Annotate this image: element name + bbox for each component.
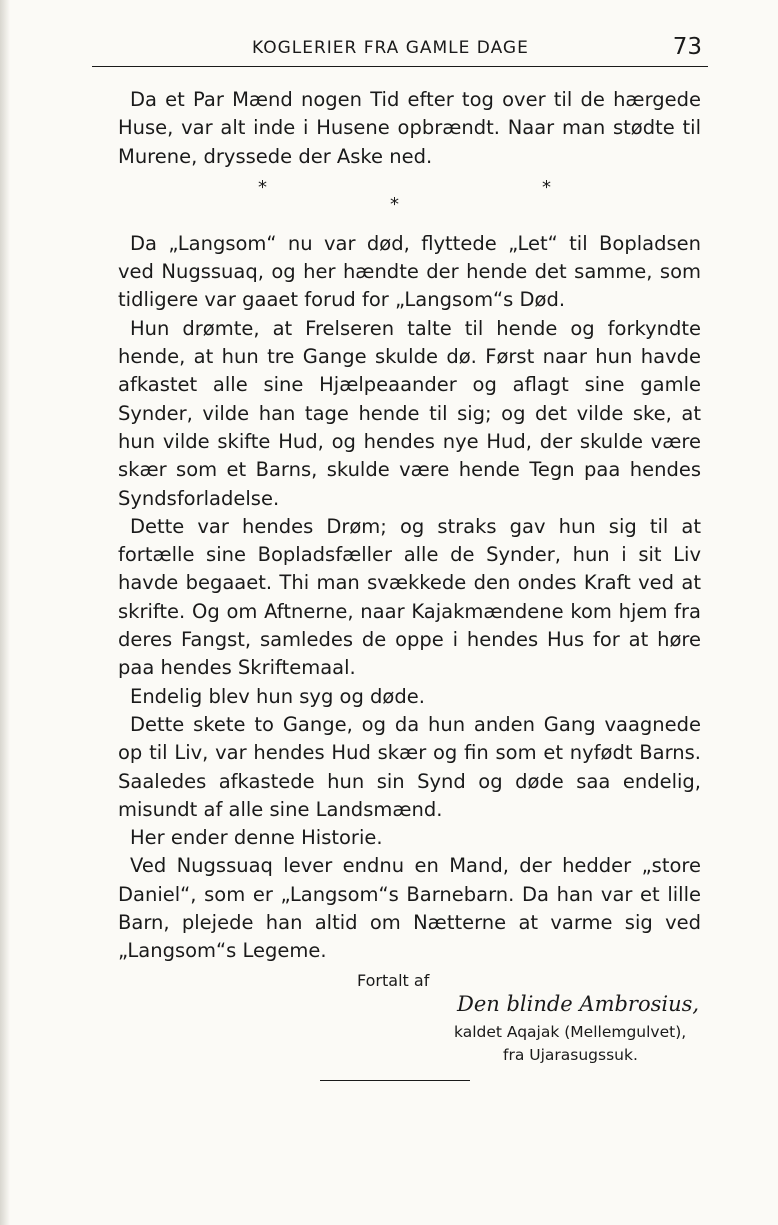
page-edge-shadow <box>0 0 10 1225</box>
narrator-name: Den blinde Ambrosius, <box>457 992 700 1016</box>
paragraph: Dette skete to Gange, og da hun anden Gang vaagnede op til Liv, var hendes Hud skær og fin som et nyfødt Barns. Saaledes afkastede hun sin Synd og døde saa endelig, misundt af alle sine Landsmænd. <box>118 712 701 821</box>
told-by-label: Fortalt af <box>357 971 430 990</box>
section-divider <box>118 174 701 230</box>
narrator-origin: fra Ujarasugssuk. <box>503 1046 638 1064</box>
body-text <box>118 86 701 966</box>
paragraph: Endelig blev hun syg og døde. <box>130 684 425 708</box>
asterisk-divider: * <box>258 176 267 198</box>
paragraph: Da et Par Mænd nogen Tid efter tog over til de hærgede Huse, var alt inde i Husene opbrændt. Naar man stødte til Murene, dryssede der Aske ned. <box>118 88 701 168</box>
running-header <box>92 36 708 67</box>
paragraph: Dette var hendes Drøm; og straks gav hun sig til at fortælle sine Bopladsfæller alle de Synder, hun i sit Liv havde begaaet. Thi man svækkede den ondes Kraft ved at skrifte. Og om Aftnerne, naar Kajakmændene kom hjem fra deres Fangst, samledes de oppe i hendes Hus for at høre paa hendes Skriftemaal. <box>118 514 701 680</box>
paragraph: Her ender denne Historie. <box>130 826 383 850</box>
paragraph: Hun drømte, at Frelseren talte til hende og forkyndte hende, at hun tre Gange skulde dø. Først naar hun havde afkastet alle sine Hjælpeaander og aflagt sine gamle Synder, vilde han tage hende til sig; og det vilde ske, at hun vilde skifte Hud, og hendes nye Hud, der skulde være skær som et Barns, skulde være hende Tegn paa hendes Syndsforladelse. <box>118 316 701 510</box>
page-number: 73 <box>672 34 702 60</box>
running-title: KOGLERIER FRA GAMLE DAGE <box>252 38 529 58</box>
end-rule <box>320 1080 470 1081</box>
asterisk-divider: * <box>390 193 399 215</box>
narrator-nickname: kaldet Aqajak (Mellemgulvet), <box>454 1023 687 1041</box>
paragraph: Ved Nugssuaq lever endnu en Mand, der hedder „store Daniel“, som er „Langsom“s Barnebarn. Da han var et lille Barn, plejede han altid om Nætterne at varme sig ved „Langsom“s Legeme. <box>118 854 701 963</box>
paragraph: Da „Langsom“ nu var død, flyttede „Let“ til Bopladsen ved Nugssuaq, og her hændte der hende det samme, som tidligere var gaaet forud for „Langsom“s Død. <box>118 231 701 312</box>
asterisk-divider: * <box>542 176 551 198</box>
